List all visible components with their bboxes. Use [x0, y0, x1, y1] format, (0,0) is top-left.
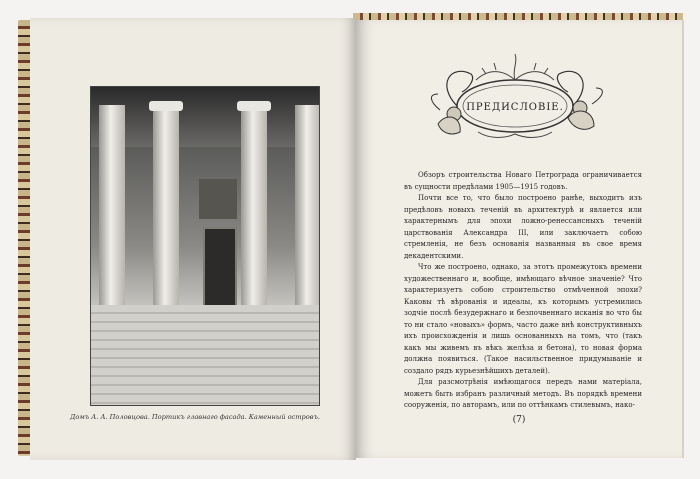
body-text [404, 170, 642, 412]
cartouche-icon [416, 44, 614, 154]
photo-capital [237, 101, 271, 111]
paragraph: Обзоръ строительства Новаго Петрограда ограничивается въ сущности предѣлами 1905—1915 годовъ. [404, 171, 642, 191]
photo-column [153, 105, 179, 305]
photo-steps [91, 305, 319, 405]
photo-column [295, 105, 320, 305]
photo-caption: Домъ А. А. Половцова. Портикъ главнаго фасада. Каменный островъ. [70, 413, 321, 421]
photo-capital [149, 101, 183, 111]
photo-column [241, 105, 267, 305]
heading-ornament [416, 44, 614, 154]
page-number: (7) [512, 415, 526, 425]
photo-window [199, 179, 237, 219]
paragraph: Почти все то, что было построено ранѣе, выходитъ изъ предѣловъ новыхъ теченій въ архитектурѣ и является или характернымъ для эпохи ложно-ренессансныхъ теченій царствованія Александра III, или заключаетъ собою стремленія, не безъ основанія названныя въ свое время декадентскими. [404, 194, 642, 260]
photo-column [99, 105, 125, 305]
page-heading: ПРЕДИСЛОВІЕ. [466, 102, 564, 113]
right-page [356, 20, 684, 458]
paragraph: Для разсмотрѣнія имѣющагося передъ нами матеріала, можетъ быть избранъ различный методъ. Въ порядкѣ времени сооруженія, по авторамъ, или по оттѣнкамъ стилевымъ, нако- [404, 378, 642, 409]
photo-door [203, 227, 237, 309]
portico-photo [90, 86, 320, 406]
open-book [18, 10, 686, 468]
paragraph: Что же построено, однако, за этотъ промежутокъ времени художественнаго и, вообще, имѣющаго вѣчное значеніе? Что характеризуетъ собою строительство отмѣченной эпохи? Каковы тѣ вѣрованія и идеалы, къ которымъ устремились зодчіе послѣ безудержнаго и безпочвеннаго исканія во что бы то ни стало «новыхъ» формъ, часто даже внѣ конструктивныхъ ихъ происхожденія и лишь основанныхъ на томъ, что (такъ какъ мы живемъ въ вѣкъ желѣза и бетона), то новая форма должна появиться. (Такое насильственное придумываніе и создало рядъ курьезнѣйшихъ деталей). [404, 263, 642, 375]
left-page [30, 18, 356, 460]
photo-ceiling [91, 87, 319, 147]
